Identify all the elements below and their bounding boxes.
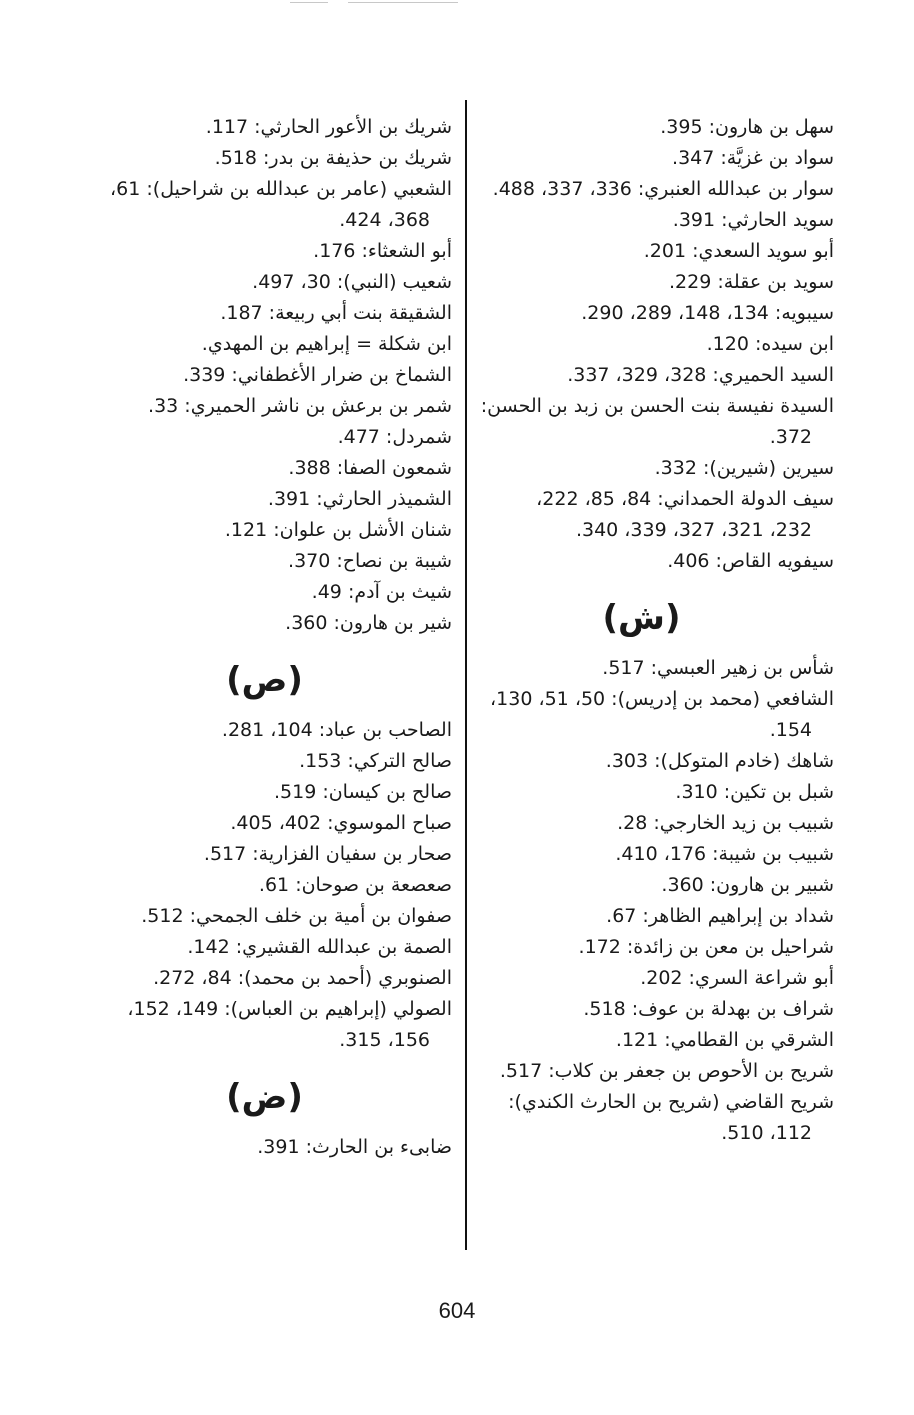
entry-line: الشميذر الحارثي: 391. [267, 488, 452, 510]
entry-continuation: 154. [769, 719, 812, 741]
entry-line: سيرين (شيرين): 332. [654, 457, 834, 479]
entry-line: شداد بن إبراهيم الظاهر: 67. [606, 905, 834, 927]
entry-line: شنان الأشل بن علوان: 121. [224, 519, 452, 541]
entry-line: سويد بن عقلة: 229. [668, 271, 834, 293]
index-entry [449, 777, 834, 808]
top-rule-right [348, 2, 458, 3]
entry-line: أبو شراعة السري: 202. [640, 967, 834, 989]
index-entry [449, 901, 834, 932]
entry-line: شريح القاضي (شريح بن الحارث الكندي): [508, 1091, 834, 1113]
index-column-right [449, 112, 834, 1149]
entry-line: صفوان بن أمية بن خلف الجمحي: 512. [141, 905, 452, 927]
index-entry [77, 808, 452, 839]
index-entry [449, 746, 834, 777]
entry-line: شير بن هارون: 360. [285, 612, 452, 634]
entry-line: سيفويه القاص: 406. [667, 550, 834, 572]
entry-line: شمعون الصفا: 388. [288, 457, 452, 479]
entry-line: سوار بن عبدالله العنبري: 336، 337، 488. [492, 178, 834, 200]
index-entry [77, 901, 452, 932]
index-entry [449, 653, 834, 684]
index-entry [449, 112, 834, 143]
index-entry [77, 329, 452, 360]
entry-continuation: 232، 321، 327، 339، 340. [575, 519, 812, 541]
index-entry [449, 236, 834, 267]
index-entry [449, 298, 834, 329]
entry-line: شبيب بن شيبة: 176، 410. [615, 843, 834, 865]
entry-line: سيبويه: 134، 148، 289، 290. [581, 302, 834, 324]
entry-line: شاهك (خادم المتوكل): 303. [605, 750, 834, 772]
entry-line: أبو الشعثاء: 176. [313, 240, 452, 262]
entry-line: صحار بن سفيان الفزارية: 517. [203, 843, 452, 865]
index-entry [449, 1025, 834, 1056]
entry-line: شراف بن بهدلة بن عوف: 518. [583, 998, 834, 1020]
index-entry [449, 329, 834, 360]
entry-line: الشماخ بن ضرار الأغطفاني: 339. [183, 364, 452, 386]
index-entry [77, 174, 452, 236]
entry-line: السيد الحميري: 328، 329، 337. [567, 364, 834, 386]
entry-line: شيبة بن نصاح: 370. [288, 550, 452, 572]
entry-line: ضابىء بن الحارث: 391. [257, 1136, 452, 1158]
index-entry [77, 1132, 452, 1163]
entry-continuation: 156، 315. [339, 1029, 430, 1051]
index-entry [449, 1056, 834, 1087]
entry-line: شعيب (النبي): 30، 497. [252, 271, 452, 293]
entry-line: شمر بن برعش بن ناشر الحميري: 33. [148, 395, 452, 417]
index-entry [77, 777, 452, 808]
index-entry [449, 839, 834, 870]
section-heading: (ص) [226, 660, 303, 700]
entry-line: الشرقي بن القطامي: 121. [615, 1029, 834, 1051]
index-entry [77, 267, 452, 298]
entry-line: الصمة بن عبدالله القشيري: 142. [187, 936, 452, 958]
entry-continuation: 372. [769, 426, 812, 448]
index-entry [77, 715, 452, 746]
index-entry [449, 453, 834, 484]
entry-line: صعصعة بن صوحان: 61. [258, 874, 452, 896]
index-entry [77, 963, 452, 994]
entry-line: سيف الدولة الحمداني: 84، 85، 222، [536, 488, 834, 510]
index-entry [77, 422, 452, 453]
index-entry [77, 484, 452, 515]
index-entry [77, 143, 452, 174]
entry-line: صباح الموسوي: 402، 405. [230, 812, 452, 834]
entry-line: شبل بن تكين: 310. [675, 781, 834, 803]
entry-line: أبو سويد السعدي: 201. [643, 240, 834, 262]
entry-continuation: 368، 424. [339, 209, 430, 231]
section-heading: (ض) [226, 1077, 303, 1117]
index-entry [449, 174, 834, 205]
index-entry [449, 870, 834, 901]
entry-line: شيث بن آدم: 49. [311, 581, 452, 603]
entry-line: شبير بن هارون: 360. [661, 874, 834, 896]
index-entry [77, 391, 452, 422]
section-heading: (ش) [602, 598, 681, 638]
index-entry [449, 391, 834, 453]
index-entry [77, 994, 452, 1056]
index-entry [449, 994, 834, 1025]
index-entry [449, 684, 834, 746]
entry-line: الشقيقة بنت أبي ربيعة: 187. [220, 302, 452, 324]
page-number: 604 [438, 1298, 476, 1323]
index-entry [449, 267, 834, 298]
entry-line: الشعبي (عامر بن عبدالله بن شراحيل): 61، [110, 178, 452, 200]
index-entry [77, 608, 452, 639]
index-entry [449, 932, 834, 963]
entry-line: ابن سيده: 120. [706, 333, 834, 355]
entry-line: شأس بن زهير العبسي: 517. [602, 657, 834, 679]
entry-line: الصنوبري (أحمد بن محمد): 84، 272. [153, 967, 452, 989]
index-entry [449, 143, 834, 174]
entry-line: شريح بن الأحوص بن جعفر بن كلاب: 517. [499, 1060, 834, 1082]
entry-line: شراحيل بن معن بن زائدة: 172. [578, 936, 834, 958]
index-entry [449, 808, 834, 839]
entry-line: سويد الحارثي: 391. [672, 209, 834, 231]
index-entry [77, 453, 452, 484]
index-entry [449, 546, 834, 577]
entry-continuation: 112، 510. [721, 1122, 812, 1144]
index-entry [449, 205, 834, 236]
index-entry [449, 484, 834, 546]
top-rule-left [290, 2, 328, 3]
index-entry [77, 236, 452, 267]
entry-line: صالح بن كيسان: 519. [273, 781, 452, 803]
index-column-left [77, 112, 452, 1163]
index-entry [77, 839, 452, 870]
index-entry [77, 298, 452, 329]
index-entry [77, 112, 452, 143]
entry-line: سهل بن هارون: 395. [660, 116, 834, 138]
entry-line: شريك بن حذيفة بن بدر: 518. [214, 147, 452, 169]
index-entry [77, 870, 452, 901]
column-divider [465, 100, 467, 1250]
entry-line: الصولي (إبراهيم بن العباس): 149، 152، [127, 998, 452, 1020]
index-entry [449, 963, 834, 994]
index-entry [77, 360, 452, 391]
entry-line: الشافعي (محمد بن إدريس): 50، 51، 130، [490, 688, 834, 710]
entry-line: شمردل: 477. [337, 426, 452, 448]
index-entry [77, 546, 452, 577]
index-entry [77, 577, 452, 608]
entry-line: صالح التركي: 153. [299, 750, 452, 772]
entry-line: شبيب بن زيد الخارجي: 28. [617, 812, 834, 834]
index-entry [77, 932, 452, 963]
index-entry [77, 746, 452, 777]
entry-line: شريك بن الأعور الحارثي: 117. [205, 116, 452, 138]
index-entry [77, 515, 452, 546]
entry-line: الصاحب بن عباد: 104، 281. [221, 719, 452, 741]
entry-line: ابن شكلة = إبراهيم بن المهدي. [201, 333, 452, 355]
index-entry [449, 1087, 834, 1149]
entry-line: السيدة نفيسة بنت الحسن بن زبد بن الحسن: [480, 395, 834, 417]
entry-line: سواد بن غزيَّة: 347. [672, 147, 834, 169]
index-entry [449, 360, 834, 391]
